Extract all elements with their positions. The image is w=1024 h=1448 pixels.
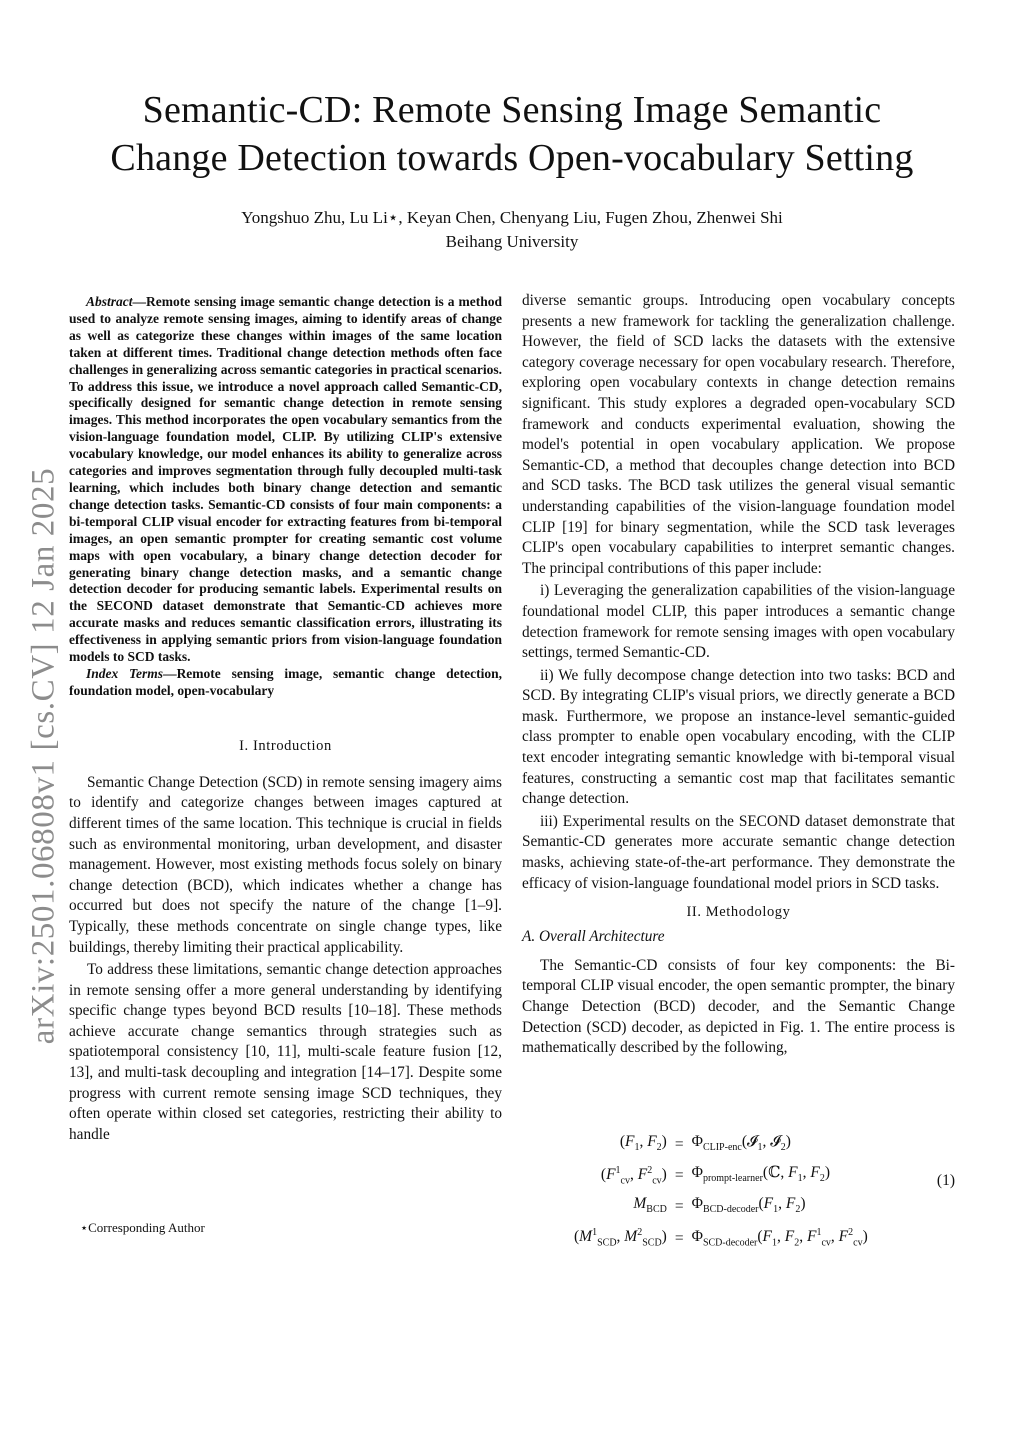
subsection-heading-architecture: A. Overall Architecture	[522, 928, 665, 946]
equation-table: ($F_1$, $F_2$) = $\Phi_{CLIP-enc}(𝓘_1$, 𝓘$_2$) ($F^1_{cv}$, $F^2_{cv}$) = $\Phi_{prompt-learner}(ℂ$, $F_1$, $F_2$) $M_{BCD}$ = $\Phi_{BCD-decoder}(F_1$, $F_2$) ($M^1_{SCD}$, $M^2_{SCD}$) = $\Phi_{SCD-decoder}(F_1$, $F_2$, $F^1_{cv}$, $F^2_{cv}$)	[574, 1133, 868, 1249]
title-line-1: Semantic-CD: Remote Sensing Image Semantic	[142, 89, 882, 131]
right-column	[522, 291, 955, 1061]
index-terms-label: Index Terms	[86, 665, 164, 681]
intro-paragraph-3: diverse semantic groups. Introducing open vocabulary concepts presents a new framework for tackling the generalization challenge. However, the field of SCD lacks the datasets with the extensive category coverage necessary for open vocabulary research. Therefore, exploring open vocabulary contexts in change detection remains significant. This study explores a degraded open-vocabulary SCD framework and conducts experimental evaluation, showing the model's potential in open vocabulary application. We propose Semantic-CD, a method that decouples change detection into BCD and SCD tasks. The BCD task utilizes the general visual semantic understanding capabilities of the vision-language foundation model CLIP [19] for binary segmentation, while the SCD task leverages CLIP's open vocabulary capabilities to interpret semantic changes. The principal contributions of this paper include:	[522, 292, 955, 577]
contribution-1: i) Leveraging the generalization capabilities of the vision-language foundational model CLIP, this paper introduces a semantic change detection framework for remote sensing images with open vocabulary settings, termed Semantic-CD.	[522, 582, 955, 662]
arxiv-identifier: arXiv:2501.06808v1 [cs.CV] 12 Jan 2025	[25, 467, 62, 1045]
intro-paragraph-2: To address these limitations, semantic change detection approaches in remote sensing offer a more general understanding by identifying specific change types beyond BCD results [10–18]. These methods achieve accurate change semantics through strategies such as spatiotemporal consistency [10, 11], multi-scale feature fusion [12, 13], and multi-task decoupling and integration [14–17]. Despite some progress with current remote sensing image SCD techniques, they often operate within closed set categories, restricting their ability to handle	[69, 961, 502, 1143]
equation-1	[522, 1130, 955, 1249]
contribution-3: iii) Experimental results on the SECOND dataset demonstrate that Semantic-CD generates more accurate semantic change detection masks, achieving state-of-the-art performance. They demonstrate the efficacy of vision-language foundational model priors in SCD tasks.	[522, 812, 955, 892]
footnote-corresponding-author: ⋆Corresponding Author	[80, 1220, 205, 1235]
arxiv-sidebar	[14, 456, 74, 1056]
paper-title	[40, 86, 984, 182]
section-heading-introduction: I. Introduction	[239, 737, 332, 754]
author-list: Yongshuo Zhu, Lu Li⋆, Keyan Chen, Chenyang Liu, Fugen Zhou, Zhenwei Shi	[241, 208, 783, 227]
contribution-2: ii) We fully decompose change detection into two tasks: BCD and SCD. By integrating CLIP's visual priors, we directly generate a BCD mask. Furthermore, we propose an instance-level semantic-guided class prompter to enable open vocabulary encoding, with the CLIP text encoder integrating semantic knowledge with bi-temporal visual features, constructing a semantic cost map that facilitates semantic change detection.	[522, 666, 955, 808]
index-terms	[69, 666, 502, 700]
left-column	[69, 294, 502, 1147]
title-line-2: Change Detection towards Open-vocabulary Setting	[110, 137, 914, 179]
abstract-label: Abstract	[86, 294, 133, 309]
author-block	[40, 206, 984, 254]
abstract	[69, 294, 502, 666]
intro-paragraph-1: Semantic Change Detection (SCD) in remote sensing imagery aims to identify and categorize changes between images captured at different times of the same location. This technique is crucial in fields such as environmental monitoring, urban development, and disaster management. However, most existing methods focus solely on binary change detection (BCD), which indicates whether a change has occurred but does not specify the nature of the change [1–9]. Typically, these methods concentrate on single change types, like buildings, thereby limiting their practical applicability.	[69, 773, 502, 956]
affiliation: Beihang University	[445, 232, 579, 251]
index-terms-text: —Remote sensing image, semantic change detection, foundation model, open-vocabulary	[69, 665, 502, 698]
section-heading-methodology: II. Methodology	[686, 904, 791, 921]
equation-number: (1)	[936, 1172, 955, 1189]
abstract-text: —Remote sensing image semantic change detection is a method used to analyze remote sensing images, aiming to identify areas of change as well as categorize these changes within images of the same location taken at different times. Traditional change detection methods often face challenges in generalizing across semantic categories in practical scenarios. To address this issue, we introduce a novel approach called Semantic-CD, specifically designed for semantic change detection in remote sensing images. This method incorporates the open vocabulary semantics from the vision-language foundation model, CLIP. By utilizing CLIP's extensive vocabulary knowledge, our model enhances its ability to generalize across categories and improves segmentation through fully decoupled multi-task learning, which includes both binary change detection and semantic change detection tasks. Semantic-CD consists of four main components: a bi-temporal CLIP visual encoder for extracting features from bi-temporal images, an open semantic prompter for creating semantic cost volume maps with open vocabulary, a binary change detection decoder for generating binary change detection masks, and a semantic change detection decoder for producing semantic labels. Experimental results on the SECOND dataset demonstrate that Semantic-CD achieves more accurate masks and reduces semantic classification errors, illustrating its effectiveness in applying semantic priors from vision-language foundation models to SCD tasks.	[69, 294, 502, 665]
method-paragraph-1: The Semantic-CD consists of four key components: the Bi-temporal CLIP visual encoder, the open semantic prompter, the binary Change Detection (BCD) decoder, and the Semantic Change Detection (SCD) decoder, as depicted in Fig. 1. The entire process is mathematically described by the following,	[522, 956, 955, 1057]
